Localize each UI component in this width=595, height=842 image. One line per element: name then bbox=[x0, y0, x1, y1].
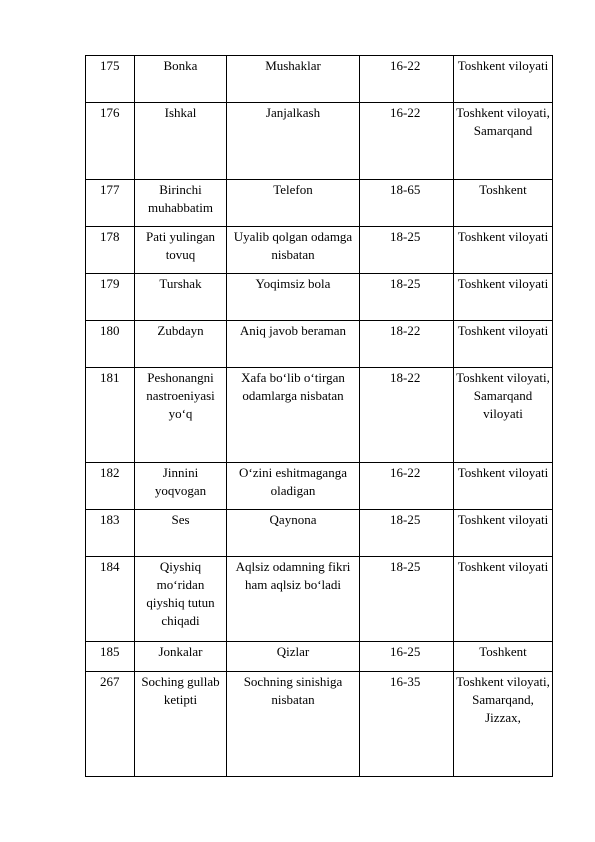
row-meaning: Aqlsiz odamning fikri ham aqlsiz bo‘ladi bbox=[227, 557, 360, 642]
table-row bbox=[86, 510, 553, 557]
row-title: Zubdayn bbox=[135, 321, 227, 368]
table-row bbox=[86, 103, 553, 180]
row-number: 181 bbox=[86, 368, 135, 463]
row-number: 179 bbox=[86, 274, 135, 321]
row-age-range: 18-25 bbox=[360, 227, 454, 274]
row-age-range: 16-22 bbox=[360, 103, 454, 180]
region-line: Toshkent viloyati bbox=[457, 465, 549, 480]
region-line: Toshkent viloyati bbox=[457, 559, 549, 574]
row-number: 178 bbox=[86, 227, 135, 274]
row-title: Jonkalar bbox=[135, 642, 227, 672]
row-number: 183 bbox=[86, 510, 135, 557]
row-region bbox=[454, 227, 553, 274]
table-row bbox=[86, 180, 553, 227]
region-line: Toshkent bbox=[479, 182, 527, 197]
row-region bbox=[454, 510, 553, 557]
row-region bbox=[454, 274, 553, 321]
row-meaning: Xafa bo‘lib o‘tirgan odamlarga nisbatan bbox=[227, 368, 360, 463]
row-region bbox=[454, 463, 553, 510]
table-row bbox=[86, 672, 553, 777]
row-age-range: 18-65 bbox=[360, 180, 454, 227]
region-line: Samarqand, bbox=[472, 692, 534, 707]
row-title: Pati yulingan tovuq bbox=[135, 227, 227, 274]
row-age-range: 18-25 bbox=[360, 557, 454, 642]
region-line: Toshkent viloyati bbox=[457, 323, 549, 338]
region-line: Toshkent viloyati bbox=[457, 512, 549, 527]
row-number: 185 bbox=[86, 642, 135, 672]
row-region bbox=[454, 56, 553, 103]
row-region bbox=[454, 672, 553, 777]
slang-table bbox=[85, 55, 553, 777]
row-meaning: Yoqimsiz bola bbox=[227, 274, 360, 321]
row-title: Soching gullab ketipti bbox=[135, 672, 227, 777]
row-number: 182 bbox=[86, 463, 135, 510]
row-region bbox=[454, 180, 553, 227]
row-meaning: Janjalkash bbox=[227, 103, 360, 180]
row-meaning: Sochning sinishiga nisbatan bbox=[227, 672, 360, 777]
region-line: Toshkent viloyati, bbox=[456, 105, 550, 120]
row-meaning: Mushaklar bbox=[227, 56, 360, 103]
row-age-range: 18-25 bbox=[360, 510, 454, 557]
row-age-range: 16-25 bbox=[360, 642, 454, 672]
row-title: Ishkal bbox=[135, 103, 227, 180]
region-line: Toshkent viloyati, bbox=[456, 370, 550, 385]
region-line: Samarqand viloyati bbox=[473, 388, 533, 421]
row-meaning: O‘zini eshitmaganga oladigan bbox=[227, 463, 360, 510]
region-line: Toshkent viloyati bbox=[457, 229, 549, 244]
row-age-range: 16-35 bbox=[360, 672, 454, 777]
region-line: Toshkent viloyati, bbox=[456, 674, 550, 689]
region-line: Jizzax, bbox=[485, 710, 521, 725]
table-row bbox=[86, 274, 553, 321]
table-row bbox=[86, 368, 553, 463]
row-title: Peshonangni nastroeniyasi yo‘q bbox=[135, 368, 227, 463]
row-title: Birinchi muhabbatim bbox=[135, 180, 227, 227]
region-line: Toshkent viloyati bbox=[457, 276, 549, 291]
row-number: 177 bbox=[86, 180, 135, 227]
row-title: Turshak bbox=[135, 274, 227, 321]
row-number: 176 bbox=[86, 103, 135, 180]
row-meaning: Aniq javob beraman bbox=[227, 321, 360, 368]
row-region bbox=[454, 368, 553, 463]
row-age-range: 18-25 bbox=[360, 274, 454, 321]
row-title: Ses bbox=[135, 510, 227, 557]
row-age-range: 18-22 bbox=[360, 321, 454, 368]
row-age-range: 16-22 bbox=[360, 56, 454, 103]
row-meaning: Qizlar bbox=[227, 642, 360, 672]
row-title: Qiyshiq mo‘ridan qiyshiq tutun chiqadi bbox=[135, 557, 227, 642]
row-number: 175 bbox=[86, 56, 135, 103]
row-region bbox=[454, 321, 553, 368]
row-region bbox=[454, 642, 553, 672]
region-line: Samarqand bbox=[473, 123, 533, 138]
table-body bbox=[86, 56, 553, 777]
row-title: Bonka bbox=[135, 56, 227, 103]
region-line: Toshkent bbox=[479, 644, 527, 659]
row-meaning: Uyalib qolgan odamga nisbatan bbox=[227, 227, 360, 274]
row-meaning: Telefon bbox=[227, 180, 360, 227]
table-row bbox=[86, 321, 553, 368]
row-number: 184 bbox=[86, 557, 135, 642]
table-row bbox=[86, 463, 553, 510]
table-row bbox=[86, 227, 553, 274]
row-region bbox=[454, 103, 553, 180]
table-row bbox=[86, 56, 553, 103]
row-age-range: 16-22 bbox=[360, 463, 454, 510]
row-number: 267 bbox=[86, 672, 135, 777]
region-line: Toshkent viloyati bbox=[457, 58, 549, 73]
row-number: 180 bbox=[86, 321, 135, 368]
table-row bbox=[86, 557, 553, 642]
row-age-range: 18-22 bbox=[360, 368, 454, 463]
row-region bbox=[454, 557, 553, 642]
table-row bbox=[86, 642, 553, 672]
row-title: Jinnini yoqvogan bbox=[135, 463, 227, 510]
row-meaning: Qaynona bbox=[227, 510, 360, 557]
